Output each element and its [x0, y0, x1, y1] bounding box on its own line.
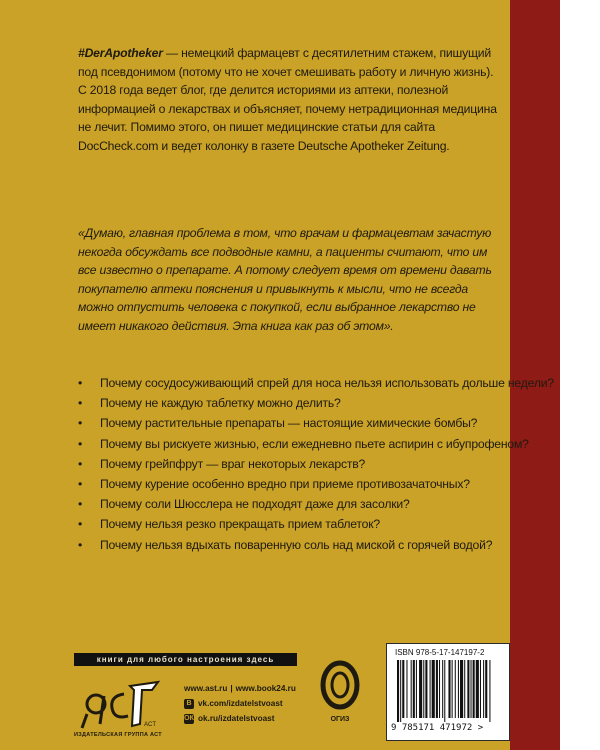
- bullet-icon: •: [78, 436, 83, 451]
- question-text: Почему сосудосуживающий спрей для носа нельзя использовать дольше недели?: [100, 376, 554, 390]
- ast-logo-icon: [74, 676, 164, 730]
- question-text: Почему вы рискуете жизнью, если ежедневно пьете аспирин с ибупрофеном?: [100, 436, 529, 451]
- question-text: Почему грейпфрут — враг некоторых лекарств?: [100, 456, 366, 471]
- bullet-icon: •: [78, 456, 83, 471]
- bullet-icon: •: [78, 476, 83, 491]
- author-bio-text: — немецкий фармацевт с десятилетним стажем, пишущий под псевдонимом (потому что не хочет смешивать работу и личную жизнь). С 2018 года ведет блог, где делится историями из аптеки, полезной информацией о лекарствах и объясняет, почему нетрадиционная медицина не лечит. Помимо этого, он пишет медицинские статьи для сайта DocCheck.com и ведет колонку в газете Deutsche Apotheker Zeitung.: [78, 46, 497, 153]
- publisher-group-name: ИЗДАТЕЛЬСКАЯ ГРУППА АСТ: [74, 732, 162, 738]
- isbn-barcode: [386, 643, 510, 741]
- ok-icon: ОК: [184, 714, 194, 722]
- ok-link[interactable]: ok.ru/izdatelstvoast: [198, 714, 275, 723]
- list-item: [78, 475, 518, 495]
- vk-link[interactable]: vk.com/izdatelstvoast: [198, 699, 283, 708]
- publisher-links: [184, 681, 296, 726]
- list-item: [78, 536, 518, 556]
- ogiz-label: ОГИЗ: [330, 716, 350, 723]
- list-item: [78, 394, 518, 414]
- bullet-icon: •: [78, 416, 83, 431]
- question-text: Почему соли Шюсслера не подходят даже для засолки?: [100, 497, 410, 512]
- ast-logo-text: ACT: [144, 722, 156, 728]
- bullet-icon: •: [78, 537, 83, 552]
- list-item: [78, 495, 518, 515]
- list-item: [78, 414, 518, 434]
- question-list: [78, 374, 554, 556]
- isbn-number: ISBN 978-5-17-147197-2: [395, 648, 485, 657]
- question-text: Почему нельзя резко прекращать прием таблеток?: [100, 517, 380, 532]
- list-item: [78, 374, 554, 394]
- vk-row: [184, 696, 296, 711]
- list-item: [78, 435, 529, 455]
- bullet-icon: •: [78, 497, 83, 512]
- publisher-slogan: книги для любого настроения здесь: [74, 653, 297, 666]
- websites-row: [184, 681, 296, 696]
- website-separator: |: [230, 684, 233, 693]
- website-book24-link[interactable]: www.book24.ru: [235, 684, 296, 693]
- vk-icon: В: [184, 699, 194, 709]
- ok-row: [184, 711, 296, 726]
- barcode-digits: 9 785171 471972 >: [391, 723, 484, 733]
- author-quote: «Думаю, главная проблема в том, что врачам и фармацевтам зачастую некогда обсуждать все подводные камни, а пациенты считают, что им все известно о препарате. А потому следует время от времени давать покупателю аптеки пояснения и привыкнуть к мысли, что не всегда можно отпустить человека с покупкой, если выбранное лекарство не имеет никакого действия. Эта книга как раз об этом».: [78, 226, 492, 333]
- bullet-icon: •: [78, 376, 83, 390]
- bullet-icon: •: [78, 517, 83, 532]
- list-item: [78, 515, 518, 535]
- author-handle: #DerApotheker: [78, 46, 163, 60]
- ogiz-logo-icon: [318, 655, 362, 715]
- question-text: Почему курение особенно вредно при приеме противозачаточных?: [100, 476, 470, 491]
- list-item: [78, 455, 518, 475]
- question-text: Почему растительные препараты — настоящие химические бомбы?: [100, 416, 478, 431]
- website-ast-link[interactable]: www.ast.ru: [184, 684, 228, 693]
- bullet-icon: •: [78, 396, 83, 411]
- barcode-bars: [393, 660, 503, 722]
- question-text: Почему нельзя вдыхать поваренную соль над миской с горячей водой?: [100, 537, 493, 552]
- question-text: Почему не каждую таблетку можно делить?: [100, 396, 341, 411]
- author-bio: [78, 44, 498, 155]
